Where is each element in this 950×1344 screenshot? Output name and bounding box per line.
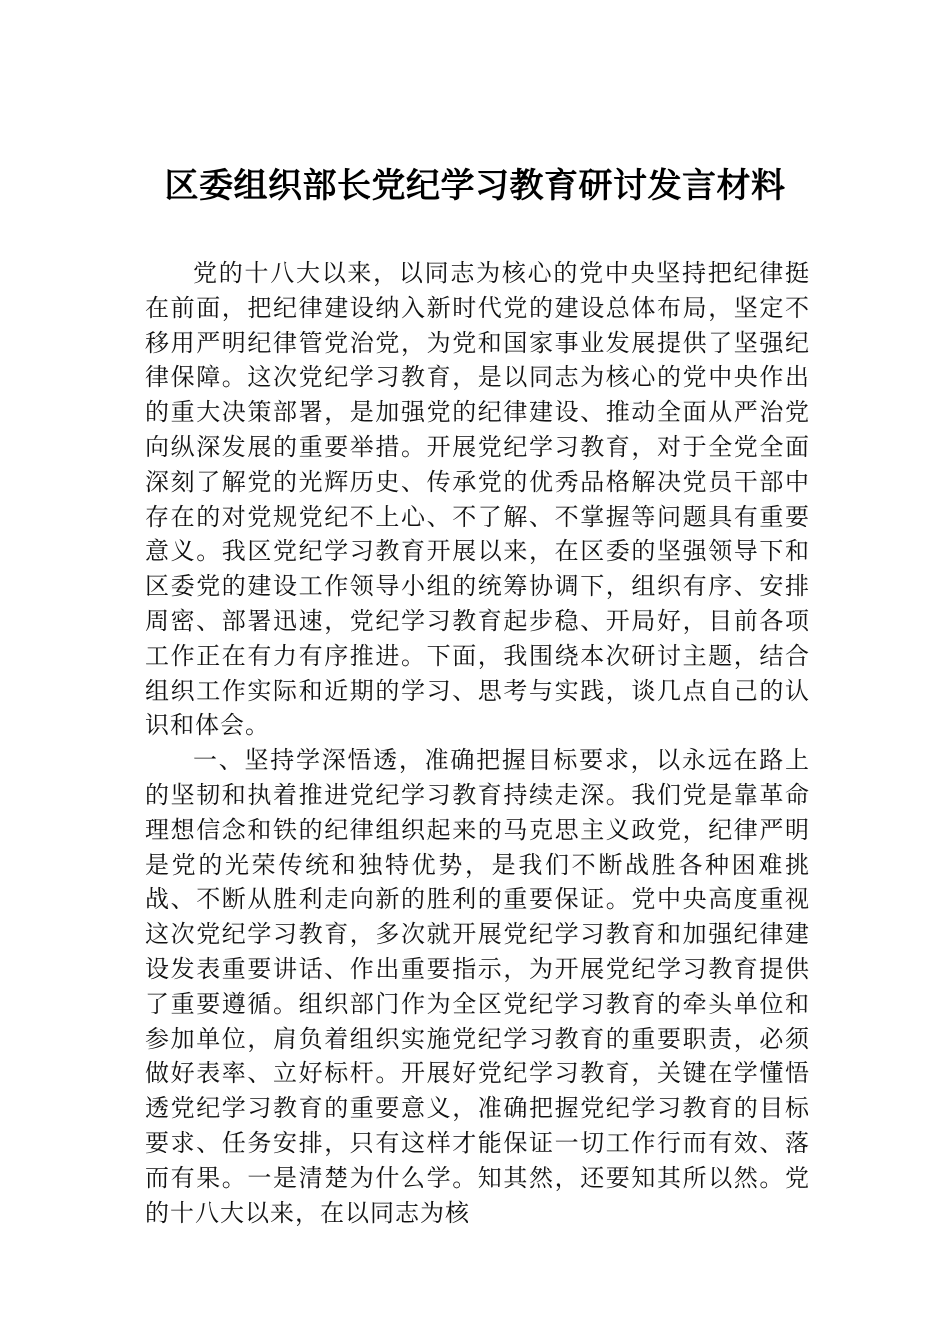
paragraph-section-one: 一、坚持学深悟透，准确把握目标要求，以永远在路上的坚韧和执着推进党纪学习教育持续走深。我们党是靠革命理想信念和铁的纪律组织起来的马克思主义政党，纪律严明是党的光荣传统和独特优势，是我们不断战胜各种困难挑战、不断从胜利走向新的胜利的重要保证。党中央高度重视这次党纪学习教育，多次就开展党纪学习教育和加强纪律建设发表重要讲话、作出重要指示，为开展党纪学习教育提供了重要遵循。组织部门作为全区党纪学习教育的牵头单位和参加单位，肩负着组织实施党纪学习教育的重要职责，必须做好表率、立好标杆。开展好党纪学习教育，关键在学懂悟透党纪学习教育的重要意义，准确把握党纪学习教育的目标要求、任务安排，只有这样才能保证一切工作行而有效、落而有果。一是清楚为什么学。知其然，还要知其所以然。党的十八大以来，在以同志为核 xyxy=(145,746,810,1227)
paragraph-intro: 党的十八大以来，以同志为核心的党中央坚持把纪律挺在前面，把纪律建设纳入新时代党的建设总体布局，坚定不移用严明纪律管党治党，为党和国家事业发展提供了坚强纪律保障。这次党纪学习教育，是以同志为核心的党中央作出的重大决策部署，是加强党的纪律建设、推动全面从严治党向纵深发展的重要举措。开展党纪学习教育，对于全党全面深刻了解党的光辉历史、传承党的优秀品格解决党员干部中存在的对党规党纪不上心、不了解、不掌握等问题具有重要意义。我区党纪学习教育开展以来，在区委的坚强领导下和区委党的建设工作领导小组的统筹协调下，组织有序、安排周密、部署迅速，党纪学习教育起步稳、开局好，目前各项工作正在有力有序推进。下面，我围绕本次研讨主题，结合组织工作实际和近期的学习、思考与实践，谈几点自己的认识和体会。 xyxy=(145,259,810,740)
document-body xyxy=(145,256,810,1230)
document-title: 区委组织部长党纪学习教育研讨发言材料 xyxy=(164,166,786,206)
